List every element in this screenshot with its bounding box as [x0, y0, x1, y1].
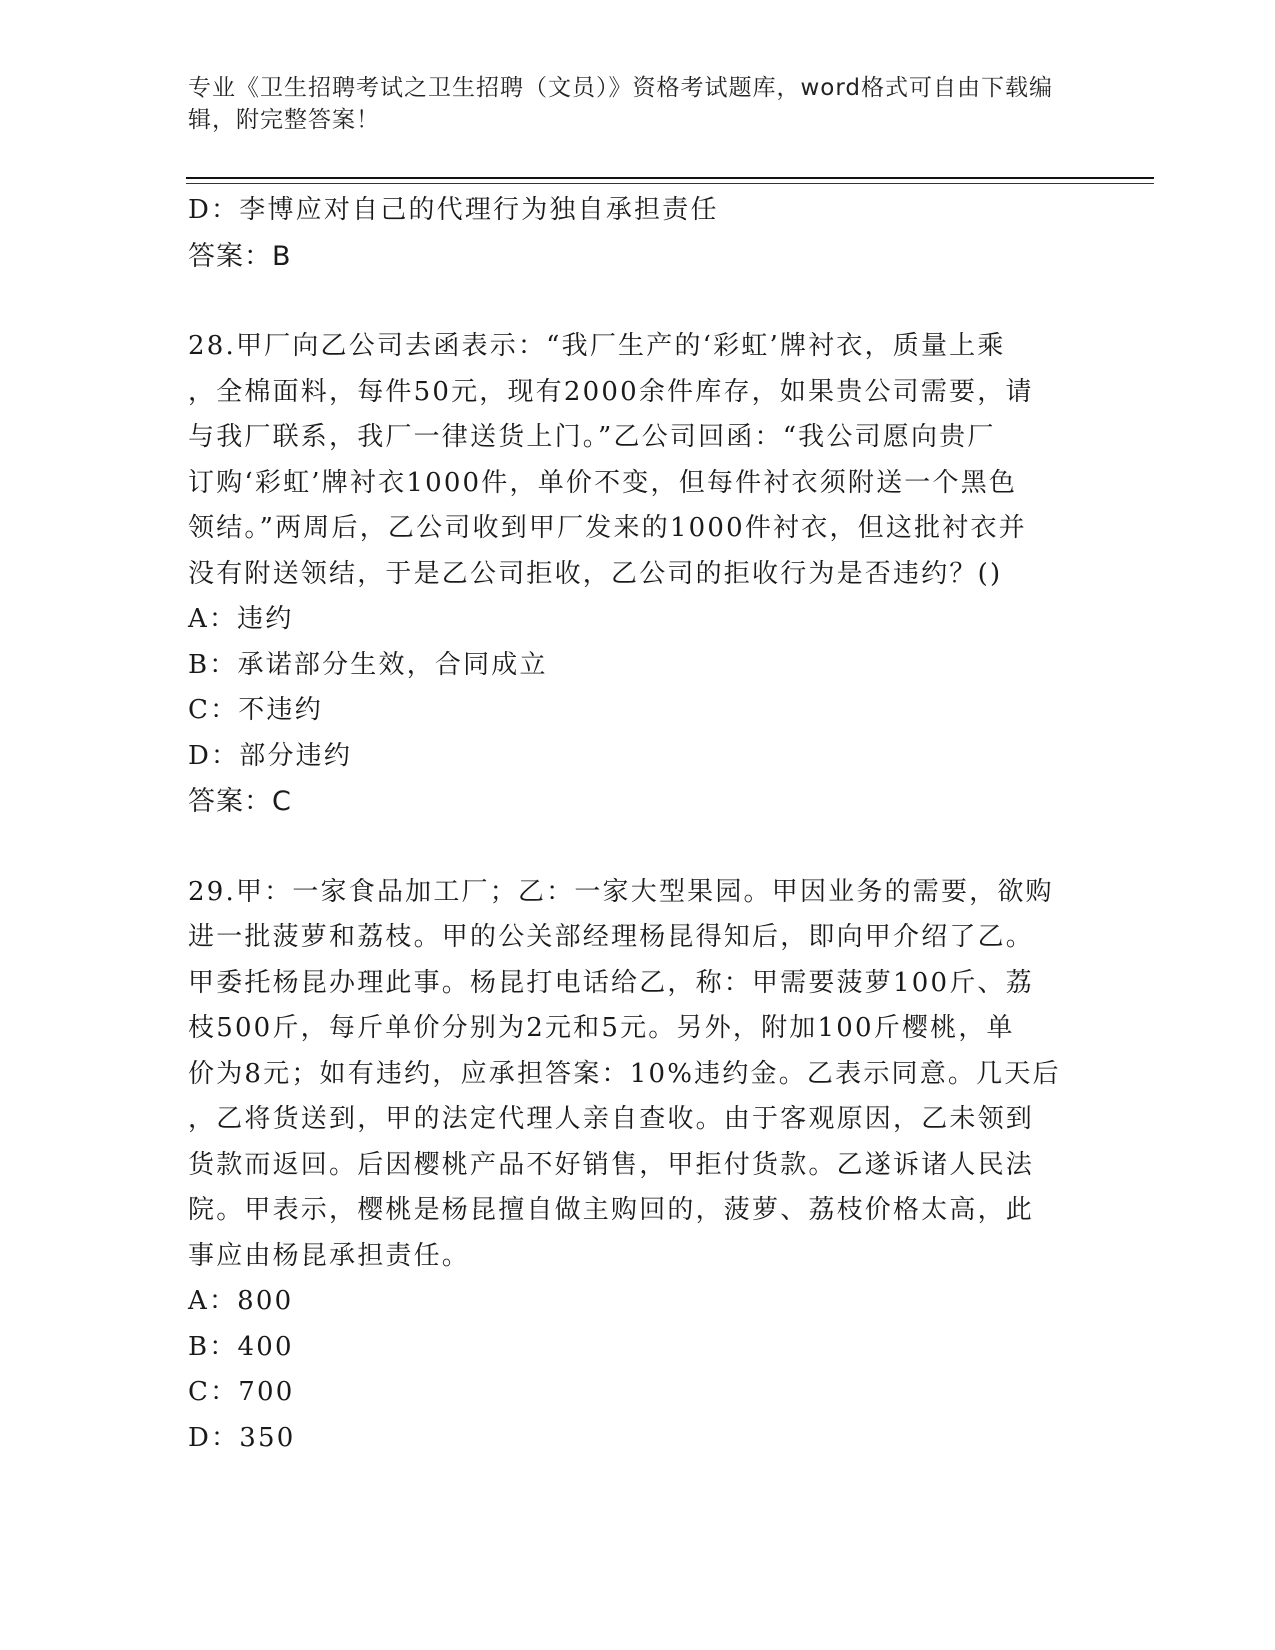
header-divider-thick	[186, 177, 1154, 179]
spacer	[188, 825, 1078, 870]
q29-stem-line: 价为8元；如有违约，应承担答案：10%违约金。乙表示同意。几天后	[188, 1058, 1061, 1089]
header-divider-thin	[186, 183, 1154, 184]
q29-stem-line: 进一批菠萝和荔枝。甲的公关部经理杨昆得知后，即向甲介绍了乙。	[188, 922, 1035, 952]
question-28	[188, 324, 1078, 825]
q28-option-d: D：部分违约	[188, 740, 353, 771]
q29-option-a: A：800	[188, 1286, 294, 1316]
q29-stem-line: 事应由杨昆承担责任。	[188, 1240, 471, 1271]
question-29	[188, 870, 1078, 1462]
page-header: 专业《卫生招聘考试之卫生招聘（文员）》资格考试题库，word格式可自由下载编辑，附完整答案！	[188, 75, 1054, 133]
spacer	[188, 279, 1078, 324]
q29-stem-line: 货款而返回。后因樱桃产品不好销售，甲拒付货款。乙遂诉诸人民法	[188, 1149, 1035, 1180]
q29-stem-line: 甲委托杨昆办理此事。杨昆打电话给乙，称：甲需要菠萝100斤、荔	[188, 967, 1034, 998]
q29-option-d: D：350	[188, 1422, 296, 1453]
prev-answer: 答案：B	[188, 240, 292, 272]
q28-stem-line: 领结。”两周后，乙公司收到甲厂发来的1000件衬衣，但这批衬衣并	[188, 513, 1027, 543]
q29-option-c: C：700	[188, 1377, 295, 1407]
q28-stem-line: 没有附送领结，于是乙公司拒收，乙公司的拒收行为是否违约？()	[188, 558, 1003, 589]
question-content	[188, 188, 1078, 1461]
q29-stem-line: 枝500斤，每斤单价分别为2元和5元。另外，附加100斤樱桃，单	[188, 1013, 1015, 1043]
q28-stem-line: 28.甲厂向乙公司去函表示：“我厂生产的‘彩虹’牌衬衣，质量上乘	[188, 331, 1006, 361]
q28-stem-line: 与我厂联系，我厂一律送货上门。”乙公司回函：“我公司愿向贵厂	[188, 422, 996, 452]
prev-option-d: D：李博应对自己的代理行为独自承担责任	[188, 195, 719, 225]
q28-option-c: C：不违约	[188, 695, 323, 725]
q28-option-a: A：违约	[188, 604, 294, 634]
q28-answer: 答案：C	[188, 786, 292, 817]
q29-stem-line: 29.甲：一家食品加工厂；乙：一家大型果园。甲因业务的需要，欲购	[188, 876, 1054, 907]
q28-option-b: B：承诺部分生效，合同成立	[188, 649, 548, 680]
q28-stem-line: 订购‘彩虹’牌衬衣1000件，单价不变，但每件衬衣须附送一个黑色	[188, 467, 1018, 498]
q29-stem-line: ，乙将货送到，甲的法定代理人亲自查收。由于客观原因，乙未领到	[188, 1104, 1035, 1134]
q28-stem-line: ，全棉面料，每件50元，现有2000余件库存，如果贵公司需要，请	[188, 376, 1034, 407]
q29-stem-line: 院。甲表示，樱桃是杨昆擅自做主购回的，菠萝、荔枝价格太高，此	[188, 1195, 1035, 1225]
q29-option-b: B：400	[188, 1331, 294, 1362]
